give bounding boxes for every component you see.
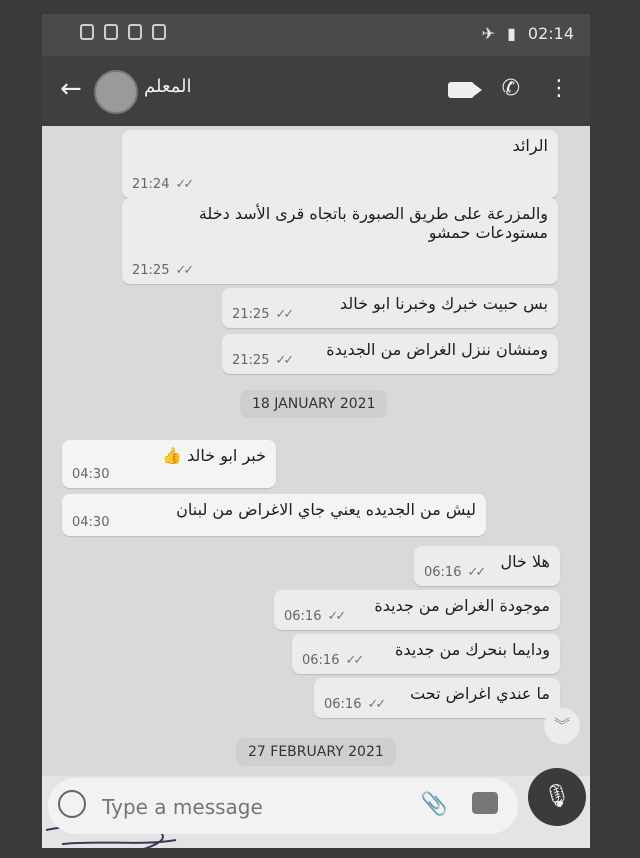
avatar[interactable] (94, 70, 138, 114)
message-bubble[interactable] (414, 546, 560, 586)
date-chip: 18 JANUARY 2021 (240, 390, 387, 418)
status-bar (42, 14, 590, 56)
chat-area[interactable] (42, 126, 590, 776)
message-text: ودايما بنحرك من جديدة (394, 640, 550, 659)
message-composer (48, 778, 518, 834)
message-text: خبر ابو خالد 👍 (162, 446, 266, 465)
message-time: 06:16 (302, 653, 340, 668)
double-check-icon: ✓✓ (275, 307, 292, 322)
arrow-left-icon[interactable]: ← (60, 74, 82, 104)
message-bubble[interactable] (314, 678, 560, 718)
battery-icon: ▮ (507, 24, 516, 43)
chat-header (42, 56, 590, 126)
message-time: 21:25 (132, 263, 170, 278)
message-bubble[interactable] (62, 440, 276, 488)
message-text: ما عندي اغراض تحت (410, 684, 550, 703)
message-time: 21:24 (132, 177, 170, 192)
message-bubble[interactable] (222, 334, 558, 374)
message-text: بس حبيت خبرك وخبرنا ابو خالد (339, 294, 548, 313)
message-time: 04:30 (72, 515, 110, 530)
message-time: 21:25 (232, 353, 270, 368)
message-text: هلا خال (500, 552, 550, 571)
double-check-icon: ✓✓ (467, 565, 484, 580)
message-bubble[interactable] (122, 198, 558, 284)
notification-icons (80, 24, 166, 40)
message-bubble[interactable] (122, 130, 558, 198)
phone-icon[interactable]: ✆ (501, 76, 520, 101)
message-text: ليش من الجديده يعني جاي الاغراض من لبنان (176, 500, 476, 519)
message-bubble[interactable] (292, 634, 560, 674)
message-bubble[interactable] (222, 288, 558, 328)
double-check-icon: ✓✓ (275, 353, 292, 368)
notification-icon (152, 24, 166, 40)
notification-icon (80, 24, 94, 40)
double-chevron-down-icon[interactable]: ︾ (544, 708, 580, 744)
emoji-icon[interactable] (58, 790, 86, 818)
message-text: ومنشان ننزل الغراض من الجديدة (326, 340, 548, 359)
phone-screen (42, 14, 590, 848)
notification-icon (128, 24, 142, 40)
message-text: الرائد (512, 136, 548, 155)
message-time: 06:16 (324, 697, 362, 712)
message-time: 04:30 (72, 467, 110, 482)
paperclip-icon[interactable]: 📎 (420, 792, 448, 817)
notification-icon (104, 24, 118, 40)
double-check-icon: ✓✓ (367, 697, 384, 712)
message-input[interactable] (100, 790, 404, 824)
message-time: 06:16 (424, 565, 462, 580)
double-check-icon: ✓✓ (327, 609, 344, 624)
airplane-icon: ✈ (481, 24, 496, 43)
double-check-icon: ✓✓ (345, 653, 362, 668)
message-text: موجودة الغراض من جديدة (374, 596, 550, 615)
camera-icon[interactable] (472, 792, 498, 814)
message-time: 21:25 (232, 307, 270, 322)
microphone-icon[interactable]: 🎙 (528, 768, 586, 826)
message-bubble[interactable] (62, 494, 486, 536)
contact-name[interactable]: المعلم (144, 76, 192, 97)
double-check-icon: ✓✓ (175, 263, 192, 278)
status-time: 02:14 (527, 24, 574, 43)
double-check-icon: ✓✓ (175, 177, 192, 192)
message-text: والمزرعة على طريق الصبورة باتجاه قرى الأسد دخلة مستودعات حمشو (198, 204, 548, 242)
message-bubble[interactable] (274, 590, 560, 630)
date-chip: 27 FEBRUARY 2021 (236, 738, 396, 766)
video-call-icon[interactable] (448, 82, 474, 98)
message-time: 06:16 (284, 609, 322, 624)
more-vert-icon[interactable]: ⋮ (548, 76, 570, 101)
